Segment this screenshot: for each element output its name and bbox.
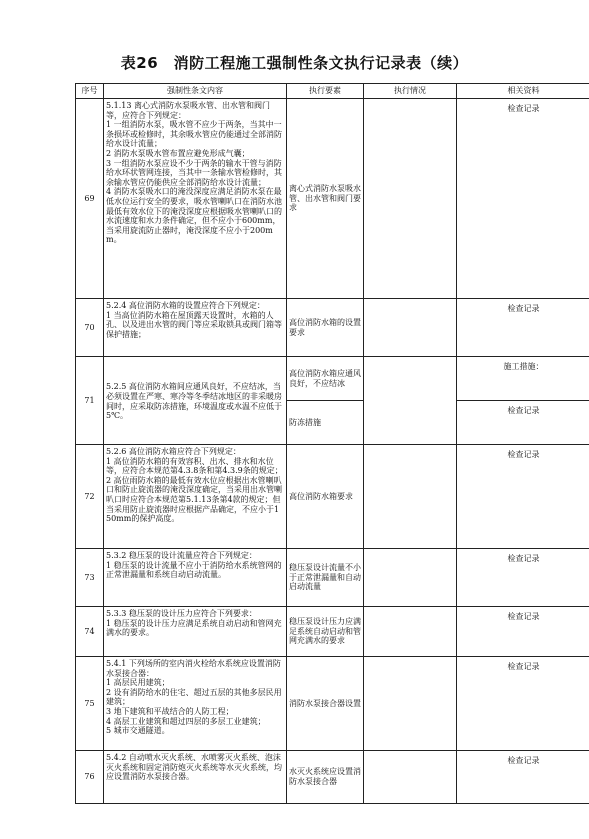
row-number: 72 — [76, 445, 104, 549]
row-number: 71 — [76, 357, 104, 445]
clause-line: 2 高位雨防水箱的最低有效水位应根据出水管喇叭口和防止旋流器的淹没深度确定，当采用出水管喇叭口时应符合本规范第5.1.13条第4款的规定；但当采用防止旋流器时应根据产品确定，不应小于150mm的保护高度。 — [106, 475, 282, 524]
header-content: 强制性条文内容 — [104, 84, 287, 99]
reference-cell: 检查记录 — [457, 401, 589, 445]
header-requirement: 执行要素 — [287, 84, 364, 99]
clause-line: 1 一组消防水泵，吸水管不应少于两条，当其中一条损坏或检修时，其余吸水管应仍能通过全部消防给水设计流量； — [106, 120, 282, 149]
record-table — [75, 83, 589, 804]
reference-cell: 检查记录 — [457, 607, 589, 657]
row-number: 74 — [76, 607, 104, 657]
reference-cell: 检查记录 — [457, 751, 589, 804]
clause-line: 2 消防水泵吸水管布置应避免形成气囊； — [106, 148, 250, 158]
table-row — [76, 657, 589, 751]
clause-line: 5.2.5 高位消防水箱间应通风良好，不应结冰，当必须设置在严寒、寒冷等冬季结冰地区的非采暖房间时，应采取防冻措施，环境温度或水温不应低于5℃。 — [106, 382, 282, 421]
clause-content — [104, 751, 287, 804]
status-cell — [364, 99, 457, 299]
clause-line: 5.3.2 稳压泵的设计流量应符合下列规定： — [106, 551, 257, 560]
clause-content — [104, 357, 287, 445]
reference-cell: 检查记录 — [457, 99, 589, 299]
requirement-cell: 防冻措施 — [287, 401, 364, 445]
clause-line: 1 稳压泵的设计流量不应小于消防给水系统管网的正常泄漏量和系统自动启动流量。 — [106, 560, 282, 580]
table-row — [76, 751, 589, 804]
clause-line: 2 设有消防给水的住宅、超过五层的其他多层民用建筑； — [106, 687, 282, 707]
requirement-cell: 水灭火系统应设置消防水泵接合器 — [287, 751, 364, 804]
clause-line: 5.4.2 自动喷水灭火系统、水喷雾灭火系统、泡沫灭火系统和固定消防炮灭火系统等水灭火系统，均应设置消防水泵接合器。 — [106, 753, 282, 782]
clause-line: 1 高位消防水箱的有效容积、出水、排水和水位等，应符合本规范第4.3.8条和第4.3.9条的规定； — [106, 456, 283, 476]
requirement-cell: 高位消防水箱的设置要求 — [287, 299, 364, 357]
requirement-cell: 高位消防水箱要求 — [287, 445, 364, 549]
row-number: 75 — [76, 657, 104, 751]
status-cell — [364, 299, 457, 357]
clause-line: 4 消防水泵吸水口的淹没深度应满足消防水泵在最低水位运行安全的要求，吸水管喇叭口在消防水池最低有效水位下的淹没深度应根据吸水管喇叭口的水流速度和水力条件确定，但不应小于600mm，当采用旋流防止器时，淹没深度不应小于200mm。 — [106, 187, 282, 245]
status-cell — [364, 657, 457, 751]
status-cell — [364, 751, 457, 804]
clause-line: 5.3.3 稳压泵的设计压力应符合下列要求： — [106, 609, 257, 618]
requirement-cell: 离心式消防水泵吸水管、出水管和阀门要求 — [287, 99, 364, 299]
clause-content — [104, 299, 287, 357]
table-row — [76, 299, 589, 357]
clause-line: 5.2.4 高位消防水箱的设置应符合下列规定： — [106, 301, 265, 310]
status-cell — [364, 445, 457, 549]
row-number: 70 — [76, 299, 104, 357]
reference-cell: 施工措施： — [457, 357, 589, 401]
clause-line: 1 当高位消防水箱在屋顶露天设置时，水箱的人孔、以及进出水管的阀门等应采取锁具或阀门箱等保护措施； — [106, 310, 282, 339]
reference-cell: 检查记录 — [457, 299, 589, 357]
clause-line: 5 城市交通隧道。 — [106, 726, 170, 736]
row-number: 73 — [76, 549, 104, 607]
table-row — [76, 445, 589, 549]
requirement-cell: 稳压泵设计压力应满足系统自动启动和管网充满水的要求 — [287, 607, 364, 657]
clause-line: 4 高层工业建筑和超过四层的多层工业建筑； — [106, 716, 266, 726]
clause-line: 3 一组消防水泵应设不少于两条的输水干管与消防给水环状管网连接，当其中一条输水管检修时，其余输水管应仍能供应全部消防给水设计流量； — [106, 158, 282, 187]
table-row — [76, 357, 589, 401]
header-reference: 相关资料 — [457, 84, 589, 99]
reference-cell: 检查记录 — [457, 549, 589, 607]
page-title: 表26 消防工程施工强制性条文执行记录表（续） — [120, 54, 469, 72]
clause-content — [104, 445, 287, 549]
table-row — [76, 607, 589, 657]
status-cell — [364, 357, 457, 445]
header-no: 序号 — [76, 84, 104, 99]
row-number: 69 — [76, 99, 104, 299]
clause-line: 5.4.1 下列场所的室内消火栓给水系统应设置消防水泵接合器： — [106, 659, 281, 678]
clause-line: 3 地下建筑和平战结合的人防工程； — [106, 706, 234, 716]
requirement-cell: 高位消防水箱应通风良好，不应结冰 — [287, 357, 364, 401]
status-cell — [364, 549, 457, 607]
clause-content — [104, 549, 287, 607]
reference-cell: 检查记录 — [457, 657, 589, 751]
clause-content — [104, 657, 287, 751]
clause-line: 1 高层民用建筑； — [106, 678, 170, 688]
header-status: 执行情况 — [364, 84, 457, 99]
table-header-row — [76, 84, 589, 99]
clause-content — [104, 99, 287, 299]
requirement-cell: 消防水泵接合器设置 — [287, 657, 364, 751]
reference-cell: 检查记录 — [457, 445, 589, 549]
clause-line: 5.2.6 高位消防水箱应符合下列规定： — [106, 447, 241, 456]
table-row — [76, 99, 589, 299]
table-row — [76, 549, 589, 607]
row-number: 76 — [76, 751, 104, 804]
clause-line: 5.1.13 离心式消防水泵吸水管、出水管和阀门等，应符合下列规定： — [106, 101, 270, 120]
clause-line: 1 稳压泵的设计压力应满足系统自动启动和管网充满水的要求。 — [106, 618, 282, 638]
requirement-cell: 稳压泵设计流量不小于正常泄漏量和自动启动流量 — [287, 549, 364, 607]
clause-content — [104, 607, 287, 657]
status-cell — [364, 607, 457, 657]
